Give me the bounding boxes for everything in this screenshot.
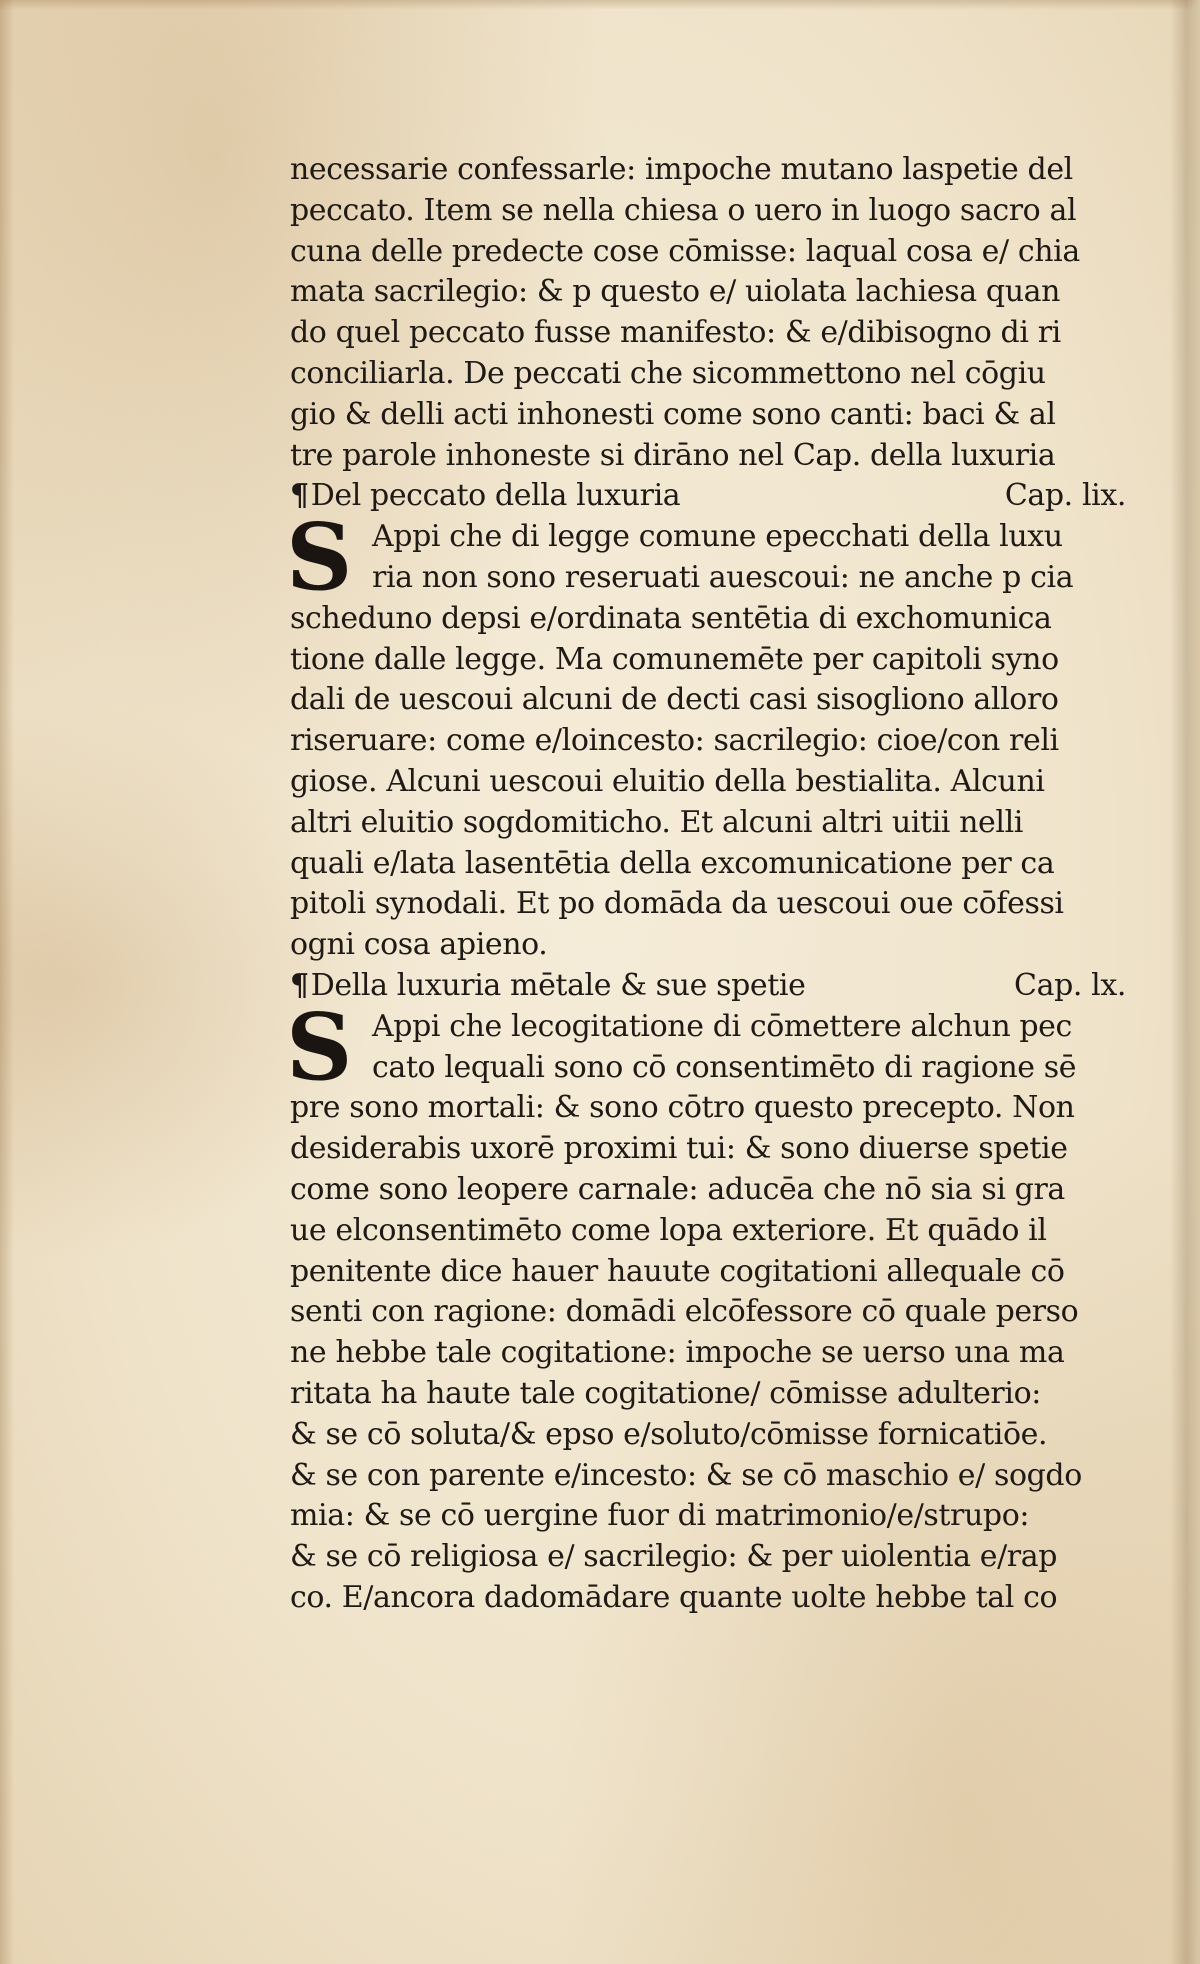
text-line: mia: & se cō uergine fuor di matrimonio/e/strupo: xyxy=(290,1498,1030,1534)
text-line: ritata ha haute tale cogitatione/ cōmisse adulterio: xyxy=(290,1375,1041,1411)
text-line: scheduno depsi e/ordinata sentētia di exchomunica xyxy=(290,600,1052,636)
text-line: giose. Alcuni uescoui eluitio della bestialita. Alcuni xyxy=(290,763,1045,799)
pilcrow-icon: ¶ xyxy=(290,967,309,1003)
text-line: & se con parente e/incesto: & se cō maschio e/ sogdo xyxy=(290,1457,1082,1493)
pilcrow-icon: ¶ xyxy=(290,478,309,514)
text-line: ue elconsentimēto come lopa exteriore. Et quādo il xyxy=(290,1212,1047,1248)
text-block xyxy=(286,150,1126,1619)
text-line: dali de uescoui alcuni de decti casi sisogliono alloro xyxy=(290,682,1059,718)
text-line: tione dalle legge. Ma comunemēte per capitoli syno xyxy=(290,641,1059,677)
text-line: come sono leopere carnale: aducēa che nō sia si gra xyxy=(290,1171,1065,1207)
page-gutter-shadow xyxy=(1170,0,1200,1964)
text-line: & se cō soluta/& epso e/soluto/cōmisse fornicatiōe. xyxy=(290,1416,1048,1452)
text-line: senti con ragione: domādi elcōfessore cō quale perso xyxy=(290,1294,1079,1330)
text-line: mata sacrilegio: & p questo e/ uiolata lachiesa quan xyxy=(290,274,1061,310)
chapter-heading-lx xyxy=(290,966,1126,1007)
text-line: conciliarla. De peccati che sicommettono nel cōgiu xyxy=(290,355,1046,391)
section-lix xyxy=(286,503,1126,966)
text-line: desiderabis uxorē proximi tui: & sono diuerse spetie xyxy=(290,1131,1068,1167)
text-line: co. E/ancora dadomādare quante uolte hebbe tal co xyxy=(290,1579,1058,1615)
chapter-heading-lix xyxy=(290,476,1126,517)
text-line: pre sono mortali: & sono cōtro questo precepto. Non xyxy=(290,1090,1075,1126)
text-line: do quel peccato fusse manifesto: & e/dibisogno di ri xyxy=(290,315,1061,351)
text-line: penitente dice hauer hauute cogitationi allequale cō xyxy=(290,1253,1065,1289)
text-line: Appi che lecogitatione di cōmettere alchun pec xyxy=(372,1008,1072,1044)
text-line: quali e/lata lasentētia della excomunicatione per ca xyxy=(290,845,1055,881)
text-line: peccato. Item se nella chiesa o uero in luogo sacro al xyxy=(290,192,1077,228)
page-left-edge-shadow xyxy=(0,0,14,1964)
text-line: & se cō religiosa e/ sacrilegio: & per uiolentia e/rap xyxy=(290,1539,1058,1575)
text-line: ne hebbe tale cogitatione: impoche se uerso una ma xyxy=(290,1335,1065,1371)
page-top-edge-shadow xyxy=(0,0,1200,10)
chapter-number: Cap. lx. xyxy=(1014,967,1126,1003)
text-line: ogni cosa apieno. xyxy=(290,927,548,963)
text-line: tre parole inhoneste si dirāno nel Cap. della luxuria xyxy=(290,437,1056,473)
drop-cap-initial: S xyxy=(286,992,353,1101)
chapter-number: Cap. lix. xyxy=(1004,478,1126,514)
text-line: pitoli synodali. Et po domāda da uescoui oue cōfessi xyxy=(290,886,1064,922)
text-line: cuna delle predecte cose cōmisse: laqual cosa e/ chia xyxy=(290,233,1080,269)
text-line: riseruare: come e/loincesto: sacrilegio: cioe/con reli xyxy=(290,723,1059,759)
text-line: cato lequali sono cō consentimēto di ragione sē xyxy=(372,1049,1077,1085)
text-line: Appi che di legge comune epecchati della luxu xyxy=(372,519,1063,555)
text-line: gio & delli acti inhonesti come sono canti: baci & al xyxy=(290,396,1056,432)
section-lx xyxy=(286,992,1126,1619)
chapter-title-text: Della luxuria mētale & sue spetie xyxy=(310,967,806,1003)
drop-cap-initial: S xyxy=(286,503,353,612)
chapter-title-text: Del peccato della luxuria xyxy=(310,478,681,514)
text-line: altri eluitio sogdomiticho. Et alcuni altri uitii nelli xyxy=(290,804,1023,840)
text-line: necessarie confessarle: impoche mutano laspetie del xyxy=(290,152,1073,187)
chapter-heading-title xyxy=(290,966,805,1007)
text-line: ria non sono reseruati auescoui: ne anche p cia xyxy=(372,559,1074,595)
